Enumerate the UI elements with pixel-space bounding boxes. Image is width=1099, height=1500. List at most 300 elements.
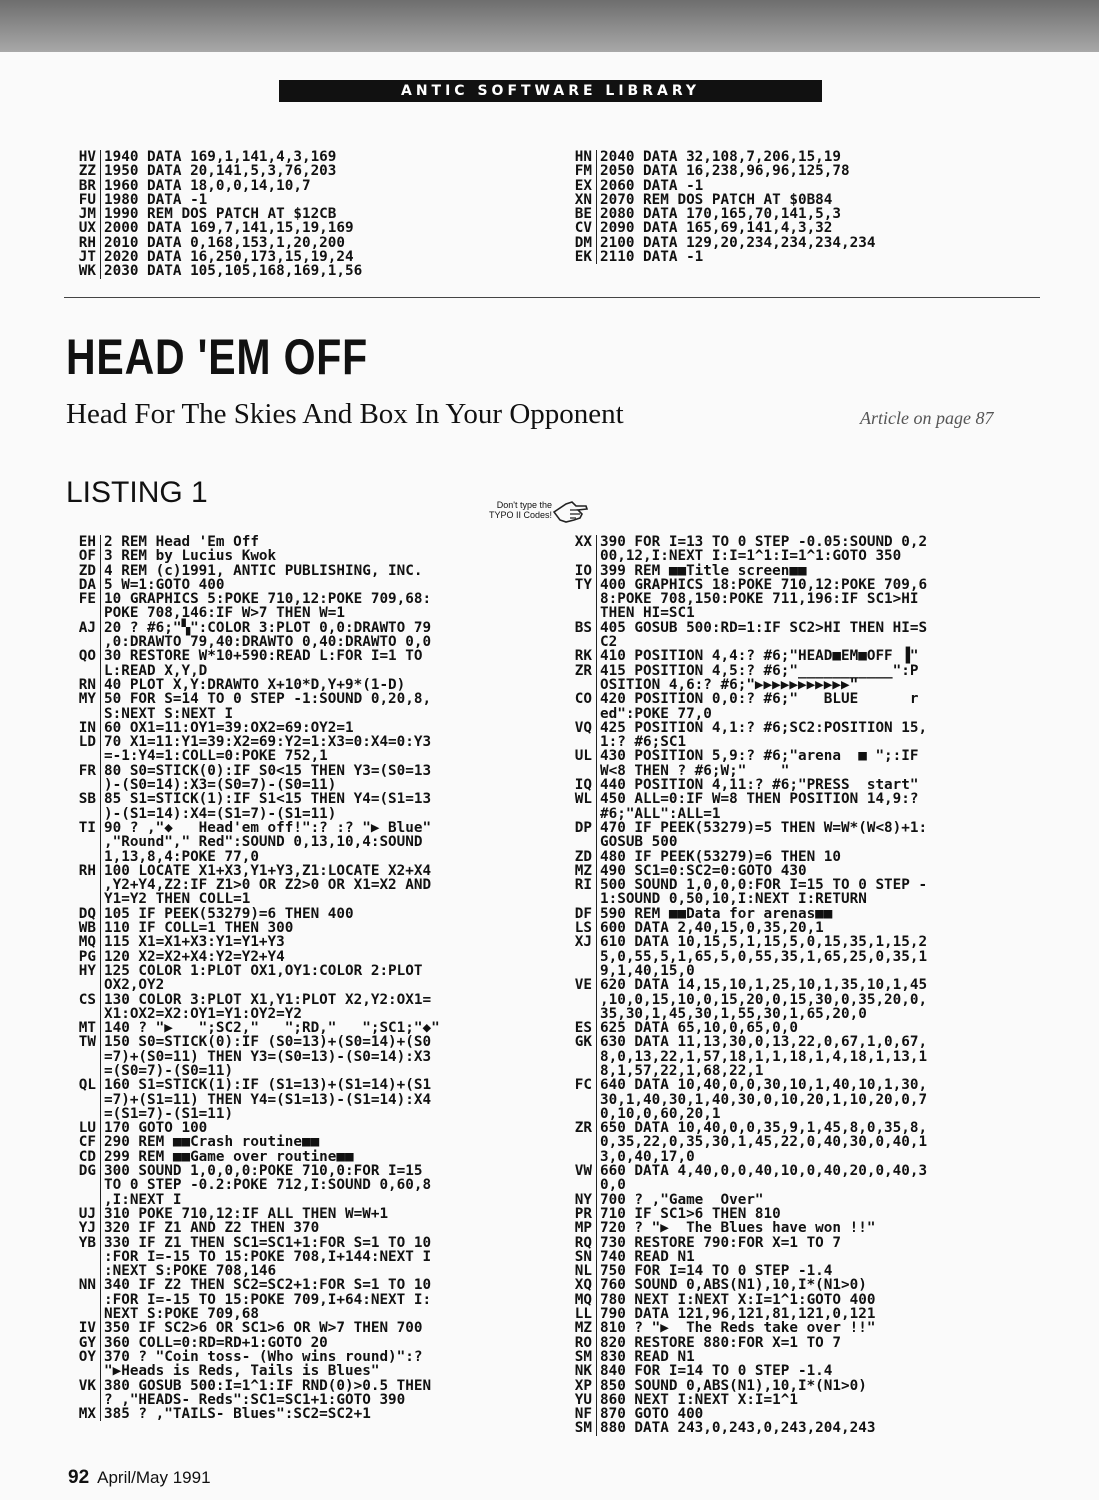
- code-line: [562, 878, 927, 892]
- typo-checksum: [562, 764, 597, 778]
- basic-line: 160 S1=STICK(1):IF (S1=13)+(S1=14)+(S1: [104, 1077, 432, 1094]
- basic-line: GOSUB 500: [600, 834, 678, 851]
- code-line: [562, 236, 875, 250]
- code-line: [66, 1407, 440, 1421]
- code-line: [66, 692, 440, 706]
- typo-checksum: ZR: [562, 1121, 597, 1135]
- code-line: [562, 1021, 927, 1035]
- typo-checksum: SM: [562, 1350, 597, 1364]
- basic-line: 140 ? "▶ ";SC2," ";RD," ";SC1;"◆": [104, 1020, 440, 1037]
- code-line: [562, 1421, 927, 1435]
- basic-line: 1940 DATA 169,1,141,4,3,169: [104, 149, 337, 165]
- basic-line: 630 DATA 11,13,30,0,13,22,0,67,1,0,67,: [600, 1034, 928, 1051]
- basic-line: 2100 DATA 129,20,234,234,234,234: [600, 234, 876, 251]
- typo-checksum: NY: [562, 1193, 597, 1207]
- typo-checksum: HN: [562, 150, 597, 164]
- basic-line: 170 GOTO 100: [104, 1120, 208, 1137]
- basic-line: 500 SOUND 1,0,0,0:FOR I=15 TO 0 STEP -: [600, 877, 928, 894]
- typo-checksum: [562, 1150, 597, 1164]
- typo-checksum: XJ: [562, 935, 597, 949]
- typo-checksum: SN: [562, 1250, 597, 1264]
- basic-line: 610 DATA 10,15,5,1,15,5,0,15,35,1,15,2: [600, 934, 928, 951]
- basic-line: ,I:NEXT I: [104, 1191, 182, 1208]
- typo-checksum: FC: [562, 1078, 597, 1092]
- code-line: [66, 164, 362, 178]
- basic-line: 35,30,1,45,30,1,55,30,1,65,20,0: [600, 1005, 867, 1022]
- basic-line: ,Y2+Y4,Z2:IF Z1>0 OR Z2>0 OR X1=X2 AND: [104, 877, 432, 894]
- basic-line: =-1:Y4=1:COLL=0:POKE 752,1: [104, 748, 328, 765]
- code-line: [66, 207, 362, 221]
- basic-line: 5,0,55,5,1,65,5,0,55,35,1,65,25,0,35,1: [600, 948, 928, 965]
- basic-line: OX2,OY2: [104, 977, 165, 994]
- typo-checksum: QO: [66, 649, 101, 663]
- code-line: [562, 621, 927, 635]
- basic-line: ? ,"HEADS- Reds":SC1=SC1+1:GOTO 390: [104, 1391, 406, 1408]
- basic-line: :NEXT S:POKE 708,146: [104, 1263, 277, 1280]
- code-line: [562, 535, 927, 549]
- typo-checksum: [562, 964, 597, 978]
- basic-line: 5 W=1:GOTO 400: [104, 576, 225, 593]
- code-line: [66, 250, 362, 264]
- code-line: [66, 578, 440, 592]
- typo-checksum: [66, 892, 101, 906]
- typo-checksum: RK: [562, 649, 597, 663]
- typo-checksum: ZD: [66, 564, 101, 578]
- basic-line: 410 POSITION 4,4:? #6;"HEAD■EM■OFF ▐": [600, 648, 919, 665]
- code-line: [562, 935, 927, 949]
- basic-line: 2080 DATA 170,165,70,141,5,3: [600, 206, 842, 223]
- basic-line: 4 REM (c)1991, ANTIC PUBLISHING, INC.: [104, 562, 423, 579]
- typo-checksum: [66, 1107, 101, 1121]
- code-line: [562, 164, 875, 178]
- code-line: [66, 549, 440, 563]
- basic-line: 10 GRAPHICS 5:POKE 710,12:POKE 709,68:: [104, 591, 432, 608]
- code-line: [562, 892, 927, 906]
- code-line: [562, 821, 927, 835]
- typo-checksum: MX: [66, 1407, 101, 1421]
- code-line: [562, 549, 927, 563]
- divider-rule: [64, 297, 1040, 298]
- basic-line: S:NEXT S:NEXT I: [104, 705, 234, 722]
- basic-line: W<8 THEN ? #6;W;" ": [600, 762, 790, 779]
- typo-checksum: CF: [66, 1135, 101, 1149]
- code-line: [66, 735, 440, 749]
- typo-checksum: VQ: [562, 721, 597, 735]
- code-line: [66, 1307, 440, 1321]
- typo-checksum: [562, 606, 597, 620]
- code-line: [562, 1150, 927, 1164]
- typo-checksum: ZZ: [66, 164, 101, 178]
- basic-line: 2 REM Head 'Em Off: [104, 534, 259, 550]
- basic-line: 100 LOCATE X1+X3,Y1+Y3,Z1:LOCATE X2+X4: [104, 862, 432, 879]
- basic-line: 360 COLL=0:RD=RD+1:GOTO 20: [104, 1334, 328, 1351]
- basic-line: 310 POKE 710,12:IF ALL THEN W=W+1: [104, 1205, 389, 1222]
- basic-line: 400 GRAPHICS 18:POKE 710,12:POKE 709,6: [600, 576, 928, 593]
- typo-checksum: [66, 1393, 101, 1407]
- basic-line: 0,10,0,60,20,1: [600, 1105, 721, 1122]
- code-line: [66, 221, 362, 235]
- basic-line: 620 DATA 14,15,10,1,25,10,1,35,10,1,45: [600, 977, 928, 994]
- typo-checksum: DF: [562, 907, 597, 921]
- typo-checksum: [562, 807, 597, 821]
- code-line: [562, 907, 927, 921]
- basic-line: 1950 DATA 20,141,5,3,76,203: [104, 163, 337, 180]
- code-line: [562, 921, 927, 935]
- code-line: [66, 1207, 440, 1221]
- code-line: [562, 1007, 927, 1021]
- basic-line: 720 ? "▶ The Blues have won !!": [600, 1220, 876, 1237]
- typo-checksum: [66, 1050, 101, 1064]
- code-line: [66, 778, 440, 792]
- typo-checksum: FR: [66, 764, 101, 778]
- code-line: [562, 1321, 927, 1335]
- typo-checksum: [562, 1050, 597, 1064]
- code-line: [562, 778, 927, 792]
- basic-line: 340 IF Z2 THEN SC2=SC2+1:FOR S=1 TO 10: [104, 1277, 432, 1294]
- typo-checksum: DQ: [66, 907, 101, 921]
- typo-checksum: MQ: [562, 1293, 597, 1307]
- basic-line: X1:OX2=X2:OY1=Y1:OY2=Y2: [104, 1005, 302, 1022]
- basic-line: 2050 DATA 16,238,96,96,125,78: [600, 163, 850, 180]
- code-line: [66, 1135, 440, 1149]
- code-line: [562, 193, 875, 207]
- basic-line: 750 FOR I=14 TO 0 STEP -1.4: [600, 1263, 833, 1280]
- basic-line: 2010 DATA 0,168,153,1,20,200: [104, 234, 346, 251]
- typo-checksum: ZD: [562, 850, 597, 864]
- typo-checksum: MZ: [562, 864, 597, 878]
- typo-checksum: [66, 1293, 101, 1307]
- basic-line: 480 IF PEEK(53279)=6 THEN 10: [600, 848, 842, 865]
- code-line: [66, 1093, 440, 1107]
- basic-line: 420 POSITION 0,0:? #6;" BLUE r: [600, 691, 919, 708]
- code-line: [562, 792, 927, 806]
- typo-checksum: JM: [66, 207, 101, 221]
- typo-checksum: DA: [66, 578, 101, 592]
- basic-line: 440 POSITION 4,11:? #6;"PRESS start": [600, 777, 919, 794]
- typo-checksum: NF: [562, 1407, 597, 1421]
- basic-line: 110 IF COLL=1 THEN 300: [104, 920, 294, 937]
- code-line: [562, 649, 927, 663]
- basic-line: 30,1,40,30,1,40,30,0,10,20,1,10,20,0,7: [600, 1091, 928, 1108]
- typo-checksum: VE: [562, 978, 597, 992]
- code-line: [66, 1164, 440, 1178]
- typo-checksum: CO: [562, 692, 597, 706]
- code-line: [562, 221, 875, 235]
- typo-checksum: [66, 1007, 101, 1021]
- typo-checksum: XP: [562, 1379, 597, 1393]
- basic-line: :FOR I=-15 TO 15:POKE 709,I+64:NEXT I:: [104, 1291, 432, 1308]
- typo-checksum: SB: [66, 792, 101, 806]
- basic-line: 385 ? ,"TAILS- Blues":SC2=SC2+1: [104, 1406, 371, 1423]
- code-line: [562, 1293, 927, 1307]
- code-line: [562, 250, 875, 264]
- basic-line: 00,12,I:NEXT I:I=1^1:I=1^1:GOTO 350: [600, 548, 902, 565]
- typo-checksum: [66, 850, 101, 864]
- basic-line: 2000 DATA 169,7,141,15,19,169: [104, 220, 354, 237]
- typo-checksum: [66, 835, 101, 849]
- typo-checksum: [66, 1193, 101, 1207]
- typo-checksum: RO: [562, 1336, 597, 1350]
- typo-checksum: [66, 807, 101, 821]
- typo-checksum: [66, 749, 101, 763]
- code-line: [562, 1364, 927, 1378]
- basic-line: 30 RESTORE W*10+590:READ L:FOR I=1 TO: [104, 648, 423, 665]
- typo-checksum: [562, 1107, 597, 1121]
- basic-line: 415 POSITION 4,5:? #6;"___________":P: [600, 662, 919, 679]
- basic-line: 370 ? "Coin toss- (Who wins round)":?: [104, 1348, 423, 1365]
- typo-checksum: BR: [66, 179, 101, 193]
- code-line: [562, 807, 927, 821]
- code-line: [66, 792, 440, 806]
- typo-checksum: NL: [562, 1264, 597, 1278]
- code-line: [66, 592, 440, 606]
- article-title: HEAD 'EM OFF: [66, 329, 369, 385]
- basic-line: 8,0,13,22,1,57,18,1,1,18,1,4,18,1,13,1: [600, 1048, 928, 1065]
- basic-line: 760 SOUND 0,ABS(N1),10,I*(N1>0): [600, 1277, 867, 1294]
- code-line: [562, 1407, 927, 1421]
- basic-line: 130 COLOR 3:PLOT X1,Y1:PLOT X2,Y2:OX1=: [104, 991, 432, 1008]
- typo-checksum: EH: [66, 535, 101, 549]
- basic-line: 105 IF PEEK(53279)=6 THEN 400: [104, 905, 354, 922]
- code-line: [562, 692, 927, 706]
- code-line: [66, 721, 440, 735]
- typo-checksum: WB: [66, 921, 101, 935]
- top-listing-right: [562, 150, 875, 264]
- basic-line: NEXT S:POKE 709,68: [104, 1306, 259, 1323]
- basic-line: 810 ? "▶ The Reds take over !!": [600, 1320, 876, 1337]
- code-line: [66, 1107, 440, 1121]
- code-line: [66, 606, 440, 620]
- typo-checksum: [66, 1250, 101, 1264]
- basic-line: 2020 DATA 16,250,173,15,19,24: [104, 249, 354, 266]
- basic-line: 3 REM by Lucius Kwok: [104, 548, 277, 565]
- typo-checksum: LL: [562, 1307, 597, 1321]
- basic-line: 1960 DATA 18,0,0,14,10,7: [104, 177, 311, 194]
- listing-label: LISTING 1: [66, 476, 208, 509]
- code-line: [562, 1207, 927, 1221]
- typo-checksum: ZR: [562, 664, 597, 678]
- basic-line: =7)+(S1=11) THEN Y4=(S1=13)-(S1=14):X4: [104, 1091, 432, 1108]
- basic-line: 80 S0=STICK(0):IF S0<15 THEN Y3=(S0=13: [104, 762, 432, 779]
- basic-line: 780 NEXT I:NEXT X:I=1^1:GOTO 400: [600, 1291, 876, 1308]
- basic-line: 660 DATA 4,40,0,0,40,10,0,40,20,0,40,3: [600, 1163, 928, 1180]
- code-line: [66, 749, 440, 763]
- typo-checksum: MT: [66, 1021, 101, 1035]
- typo-checksum: DM: [562, 236, 597, 250]
- code-line: [66, 764, 440, 778]
- typo-checksum: WK: [66, 264, 101, 278]
- code-line: [562, 735, 927, 749]
- typo-checksum: [562, 549, 597, 563]
- typo-checksum: YU: [562, 1393, 597, 1407]
- code-line: [66, 935, 440, 949]
- typo-checksum: [562, 1064, 597, 1078]
- basic-line: 320 IF Z1 AND Z2 THEN 370: [104, 1220, 320, 1237]
- code-line: [66, 807, 440, 821]
- code-line: [66, 1293, 440, 1307]
- basic-line: 1980 DATA -1: [104, 191, 208, 208]
- typo-checksum: [562, 1007, 597, 1021]
- typo-checksum: LS: [562, 921, 597, 935]
- code-line: [66, 1264, 440, 1278]
- code-line: [66, 707, 440, 721]
- typo-checksum: [66, 1064, 101, 1078]
- code-line: [66, 1393, 440, 1407]
- page-number: 92: [68, 1467, 90, 1488]
- code-line: [562, 721, 927, 735]
- basic-line: 590 REM ■■Data for arenas■■: [600, 905, 833, 922]
- typo-checksum: NK: [562, 1364, 597, 1378]
- code-line: [562, 678, 927, 692]
- code-line: [66, 621, 440, 635]
- typo-checksum: GY: [66, 1336, 101, 1350]
- typo-checksum: XX: [562, 535, 597, 549]
- code-line: [66, 1364, 440, 1378]
- typo-checksum: [562, 1135, 597, 1149]
- code-line: [66, 678, 440, 692]
- code-line: [66, 1221, 440, 1235]
- code-line: [562, 764, 927, 778]
- typo-checksum: [562, 678, 597, 692]
- basic-line: 1,13,8,4:POKE 77,0: [104, 848, 259, 865]
- basic-line: 490 SC1=0:SC2=0:GOTO 430: [600, 862, 807, 879]
- code-line: [66, 850, 440, 864]
- basic-line: 120 X2=X2+X4:Y2=Y2+Y4: [104, 948, 285, 965]
- code-line: [562, 1236, 927, 1250]
- basic-line: 290 REM ■■Crash routine■■: [104, 1134, 320, 1151]
- typo-checksum: [562, 1093, 597, 1107]
- code-line: [562, 606, 927, 620]
- typo-checksum: [562, 735, 597, 749]
- basic-line: L:READ X,Y,D: [104, 662, 208, 679]
- basic-line: 850 SOUND 0,ABS(N1),10,I*(N1>0): [600, 1377, 867, 1394]
- typo-checksum: IQ: [562, 778, 597, 792]
- code-line: [66, 1236, 440, 1250]
- code-line: [562, 950, 927, 964]
- basic-line: 2060 DATA -1: [600, 177, 704, 194]
- basic-line: TO 0 STEP -0.2:POKE 712,I:SOUND 0,60,8: [104, 1177, 432, 1194]
- code-line: [562, 1050, 927, 1064]
- basic-line: 1990 REM DOS PATCH AT $12CB: [104, 206, 337, 223]
- article-subtitle: Head For The Skies And Box In Your Opponent: [66, 398, 624, 430]
- typo-checksum: XQ: [562, 1278, 597, 1292]
- code-line: [562, 850, 927, 864]
- code-line: [562, 592, 927, 606]
- code-line: [66, 1007, 440, 1021]
- code-line: [562, 1121, 927, 1135]
- typo-checksum: CD: [66, 1150, 101, 1164]
- typo-checksum: YJ: [66, 1221, 101, 1235]
- code-line: [66, 1350, 440, 1364]
- basic-line: 330 IF Z1 THEN SC1=SC1+1:FOR S=1 TO 10: [104, 1234, 432, 1251]
- code-line: [562, 578, 927, 592]
- basic-line: =(S0=7)-(S0=11): [104, 1062, 234, 1079]
- basic-line: 3,0,40,17,0: [600, 1148, 695, 1165]
- typo-checksum: XN: [562, 193, 597, 207]
- basic-line: =(S1=7)-(S1=11): [104, 1105, 234, 1122]
- code-line: [562, 1221, 927, 1235]
- basic-line: 820 RESTORE 880:FOR X=1 TO 7: [600, 1334, 842, 1351]
- basic-line: 1:SOUND 0,50,10,I:NEXT I:RETURN: [600, 891, 867, 908]
- basic-line: 860 NEXT I:NEXT X:I=1^1: [600, 1391, 798, 1408]
- code-line: [66, 179, 362, 193]
- basic-line: 390 FOR I=13 TO 0 STEP -0.05:SOUND 0,2: [600, 534, 928, 550]
- typo-checksum: [66, 664, 101, 678]
- basic-line: ,0:DRAWTO 79,40:DRAWTO 0,40:DRAWTO 0,0: [104, 634, 432, 651]
- basic-line: )-(S0=14):X3=(S0=7)-(S0=11): [104, 777, 337, 794]
- code-line: [562, 1336, 927, 1350]
- typo-checksum: EK: [562, 250, 597, 264]
- basic-line: 470 IF PEEK(53279)=5 THEN W=W*(W<8)+1:: [600, 819, 928, 836]
- basic-line: 450 ALL=0:IF W=8 THEN POSITION 14,9:?: [600, 791, 919, 808]
- code-line: [562, 1078, 927, 1092]
- code-line: [66, 1278, 440, 1292]
- code-line: [562, 664, 927, 678]
- basic-line: "▶Heads is Reds, Tails is Blues": [104, 1363, 380, 1380]
- basic-line: 625 DATA 65,10,0,65,0,0: [600, 1020, 798, 1037]
- basic-line: 70 X1=11:Y1=39:X2=69:Y2=1:X3=0:X4=0:Y3: [104, 734, 432, 751]
- typo-checksum: TY: [562, 578, 597, 592]
- basic-line: :FOR I=-15 TO 15:POKE 708,I+144:NEXT I: [104, 1248, 432, 1265]
- code-line: [562, 1264, 927, 1278]
- code-line: [562, 1379, 927, 1393]
- code-line: [66, 1178, 440, 1192]
- typo-checksum: WL: [562, 792, 597, 806]
- code-line: [66, 1050, 440, 1064]
- typo-checksum: RH: [66, 236, 101, 250]
- code-line: [66, 1064, 440, 1078]
- top-photo-strip: [0, 0, 1099, 52]
- typo-checksum: EX: [562, 179, 597, 193]
- code-line: [562, 1093, 927, 1107]
- basic-line: 790 DATA 121,96,121,81,121,0,121: [600, 1306, 876, 1323]
- typo-checksum: YB: [66, 1236, 101, 1250]
- typo-checksum: IO: [562, 564, 597, 578]
- basic-line: THEN HI=SC1: [600, 605, 695, 622]
- typo-checksum: CS: [66, 993, 101, 1007]
- typo-checksum: [562, 707, 597, 721]
- basic-line: 40 PLOT X,Y:DRAWTO X+10*D,Y+9*(1-D): [104, 676, 406, 693]
- code-line: [66, 635, 440, 649]
- typo-checksum: AJ: [66, 621, 101, 635]
- code-line: [66, 1193, 440, 1207]
- typo-checksum: PR: [562, 1207, 597, 1221]
- typo-checksum: FM: [562, 164, 597, 178]
- code-line: [66, 921, 440, 935]
- typo-checksum: [66, 1307, 101, 1321]
- code-line: [66, 535, 440, 549]
- code-line: [66, 1078, 440, 1092]
- code-line: [66, 1379, 440, 1393]
- code-line: [562, 564, 927, 578]
- basic-line: 90 ? ,"◆ Head'em off!":? :? "▶ Blue": [104, 819, 432, 836]
- typo-checksum: [66, 1264, 101, 1278]
- basic-line: 2030 DATA 105,105,168,169,1,56: [104, 263, 363, 280]
- code-line: [562, 1178, 927, 1192]
- code-line: [66, 864, 440, 878]
- code-line: [66, 1035, 440, 1049]
- basic-line: C2: [600, 634, 618, 651]
- basic-line: 710 IF SC1>6 THEN 810: [600, 1205, 781, 1222]
- listing-left-column: [66, 535, 440, 1421]
- basic-line: )-(S1=14):X4=(S1=7)-(S1=11): [104, 805, 337, 822]
- basic-line: 399 REM ■■Title screen■■: [600, 562, 807, 579]
- typo-checksum: OF: [66, 549, 101, 563]
- basic-line: 300 SOUND 1,0,0,0:POKE 710,0:FOR I=15: [104, 1163, 423, 1180]
- typo-checksum: [66, 635, 101, 649]
- basic-line: ,"Round"," Red":SOUND 0,13,10,4:SOUND: [104, 834, 423, 851]
- typo-checksum: [562, 950, 597, 964]
